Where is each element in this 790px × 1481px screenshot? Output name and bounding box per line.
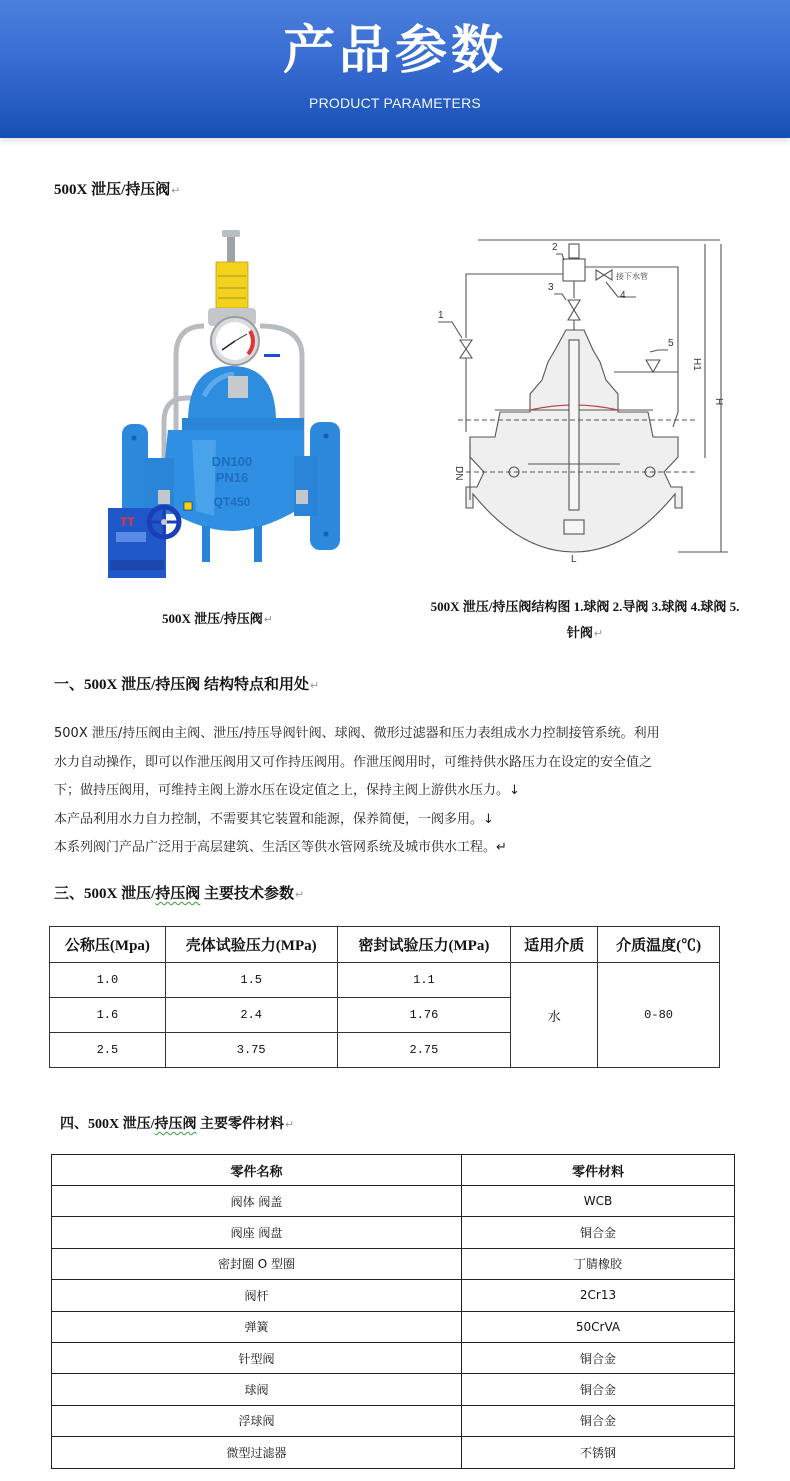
paragraph-mark-icon: ↵ xyxy=(285,1119,295,1131)
cell-part-material: 铜合金 xyxy=(462,1405,735,1436)
cell-medium: 水 xyxy=(511,963,598,1068)
page-banner xyxy=(0,0,790,138)
cell-shell-test-pressure: 2.4 xyxy=(165,998,337,1033)
product-photo xyxy=(104,226,356,590)
cell-part-name: 微型过滤器 xyxy=(52,1437,462,1468)
col-part-material: 零件材料 xyxy=(462,1155,735,1186)
table-row xyxy=(52,1217,735,1248)
svg-text:DN: DN xyxy=(453,466,464,481)
col-nominal-pressure: 公称压(Mpa) xyxy=(50,927,166,963)
cell-temperature: 0-80 xyxy=(598,963,720,1068)
cell-part-name: 阀杆 xyxy=(52,1280,462,1311)
col-temperature: 介质温度(℃) xyxy=(598,927,720,963)
cell-seal-test-pressure: 2.75 xyxy=(337,1033,511,1068)
col-medium: 适用介质 xyxy=(511,927,598,963)
paragraph-line: 本产品利用水力自力控制，不需要其它装置和能源，保养简便，一阀多用。↓ xyxy=(54,811,494,827)
tech-params-table xyxy=(49,926,720,1068)
diagram-caption xyxy=(390,594,780,647)
svg-text:H1: H1 xyxy=(691,358,702,371)
cell-part-name: 阀体 阀盖 xyxy=(52,1186,462,1217)
paragraph-mark-icon: ↵ xyxy=(295,889,305,901)
heading-spellcheck-word: 持压阀 xyxy=(155,886,201,902)
paragraph-line: 水力自动操作，即可以作泄压阀用又可作持压阀用。作泄压阀用时，可维持供水路压力在设定的安全值之 xyxy=(54,754,653,770)
diagram-caption-line1: 500X 泄压/持压阀结构图 1.球阀 2.导阀 3.球阀 4.球阀 5. xyxy=(430,599,740,614)
materials-table xyxy=(51,1154,735,1469)
diagram-caption-line2-text: 针阀 xyxy=(566,625,593,640)
section-heading-tech-params xyxy=(54,882,304,903)
col-part-name: 零件名称 xyxy=(52,1155,462,1186)
svg-text:DN100: DN100 xyxy=(211,454,253,469)
cell-part-material: 铜合金 xyxy=(462,1374,735,1405)
svg-text:3: 3 xyxy=(548,282,554,293)
svg-text:QT450: QT450 xyxy=(213,495,251,509)
cell-part-material: 不锈钢 xyxy=(462,1437,735,1468)
table-row xyxy=(52,1342,735,1373)
structure-diagram xyxy=(428,232,738,562)
svg-text:1: 1 xyxy=(438,310,444,321)
cell-nominal-pressure: 2.5 xyxy=(50,1033,166,1068)
cell-nominal-pressure: 1.6 xyxy=(50,998,166,1033)
heading-spellcheck-word: 持压阀 xyxy=(154,1117,197,1132)
svg-text:5: 5 xyxy=(668,338,674,349)
cell-shell-test-pressure: 1.5 xyxy=(165,963,337,998)
cell-part-name: 针型阀 xyxy=(52,1342,462,1373)
table-header-row xyxy=(50,927,720,963)
cell-nominal-pressure: 1.0 xyxy=(50,963,166,998)
banner-title: 产品参数 xyxy=(282,21,507,81)
paragraph-line: 下；做持压阀用，可维持主阀上游水压在设定值之上，保持主阀上游供水压力。↓ xyxy=(54,783,520,798)
table-row xyxy=(52,1311,735,1342)
cell-part-name: 球阀 xyxy=(52,1374,462,1405)
cell-part-material: 铜合金 xyxy=(462,1342,735,1373)
document-title-text: 500X 泄压/持压阀 xyxy=(54,182,171,198)
table-row xyxy=(52,1186,735,1217)
document-title xyxy=(54,178,180,199)
cell-seal-test-pressure: 1.1 xyxy=(337,963,511,998)
cell-part-material: 丁腈橡胶 xyxy=(462,1248,735,1279)
cell-part-name: 阀座 阀盘 xyxy=(52,1217,462,1248)
svg-text:L: L xyxy=(571,554,577,562)
col-seal-test-pressure: 密封试验压力(MPa) xyxy=(337,927,511,963)
svg-text:4: 4 xyxy=(620,290,626,301)
cell-part-name: 密封圈 O 型圈 xyxy=(52,1248,462,1279)
table-row xyxy=(52,1437,735,1468)
table-row xyxy=(50,963,720,998)
cell-part-material: WCB xyxy=(462,1186,735,1217)
paragraph-mark-icon: ↵ xyxy=(593,628,604,640)
paragraph-mark-icon: ↵ xyxy=(310,680,320,692)
heading-prefix: 四、500X 泄压/ xyxy=(60,1117,155,1132)
features-description xyxy=(54,720,744,863)
table-row xyxy=(52,1280,735,1311)
svg-text:TT: TT xyxy=(120,515,135,529)
heading-prefix: 三、500X 泄压/ xyxy=(54,886,156,902)
heading-suffix: 主要技术参数 xyxy=(200,886,295,902)
svg-text:PN16: PN16 xyxy=(215,470,249,485)
section-heading-features xyxy=(54,673,319,694)
paragraph-line: 本系列阀门产品广泛用于高层建筑、生活区等供水管网系统及城市供水工程。↵ xyxy=(54,840,507,855)
cell-part-name: 浮球阀 xyxy=(52,1405,462,1436)
cell-part-material: 铜合金 xyxy=(462,1217,735,1248)
paragraph-mark-icon: ↵ xyxy=(171,185,181,197)
heading-suffix: 主要零件材料 xyxy=(196,1117,284,1132)
section-heading-materials xyxy=(60,1113,294,1133)
svg-text:2: 2 xyxy=(552,242,558,253)
diagram-caption-line2 xyxy=(390,620,780,647)
paragraph-mark-icon: ↵ xyxy=(263,614,273,626)
cell-part-material: 2Cr13 xyxy=(462,1280,735,1311)
section-heading-features-text: 一、500X 泄压/持压阀 结构特点和用处 xyxy=(54,677,310,693)
svg-text:H: H xyxy=(713,398,724,406)
banner-subtitle: PRODUCT PARAMETERS xyxy=(309,95,481,111)
cell-shell-test-pressure: 3.75 xyxy=(165,1033,337,1068)
table-row xyxy=(52,1405,735,1436)
paragraph-line: 500X 泄压/持压阀由主阀、泄压/持压导阀针阀、球阀、微形过滤器和压力表组成水力控制接管系统。利用 xyxy=(54,726,660,741)
cell-part-material: 50CrVA xyxy=(462,1311,735,1342)
svg-text:接下水管: 接下水管 xyxy=(616,272,648,281)
table-row xyxy=(52,1374,735,1405)
photo-caption xyxy=(162,608,273,627)
col-shell-test-pressure: 壳体试验压力(MPa) xyxy=(165,927,337,963)
cell-part-name: 弹簧 xyxy=(52,1311,462,1342)
table-header-row xyxy=(52,1155,735,1186)
cell-seal-test-pressure: 1.76 xyxy=(337,998,511,1033)
photo-caption-text: 500X 泄压/持压阀 xyxy=(162,611,263,626)
table-row xyxy=(52,1248,735,1279)
